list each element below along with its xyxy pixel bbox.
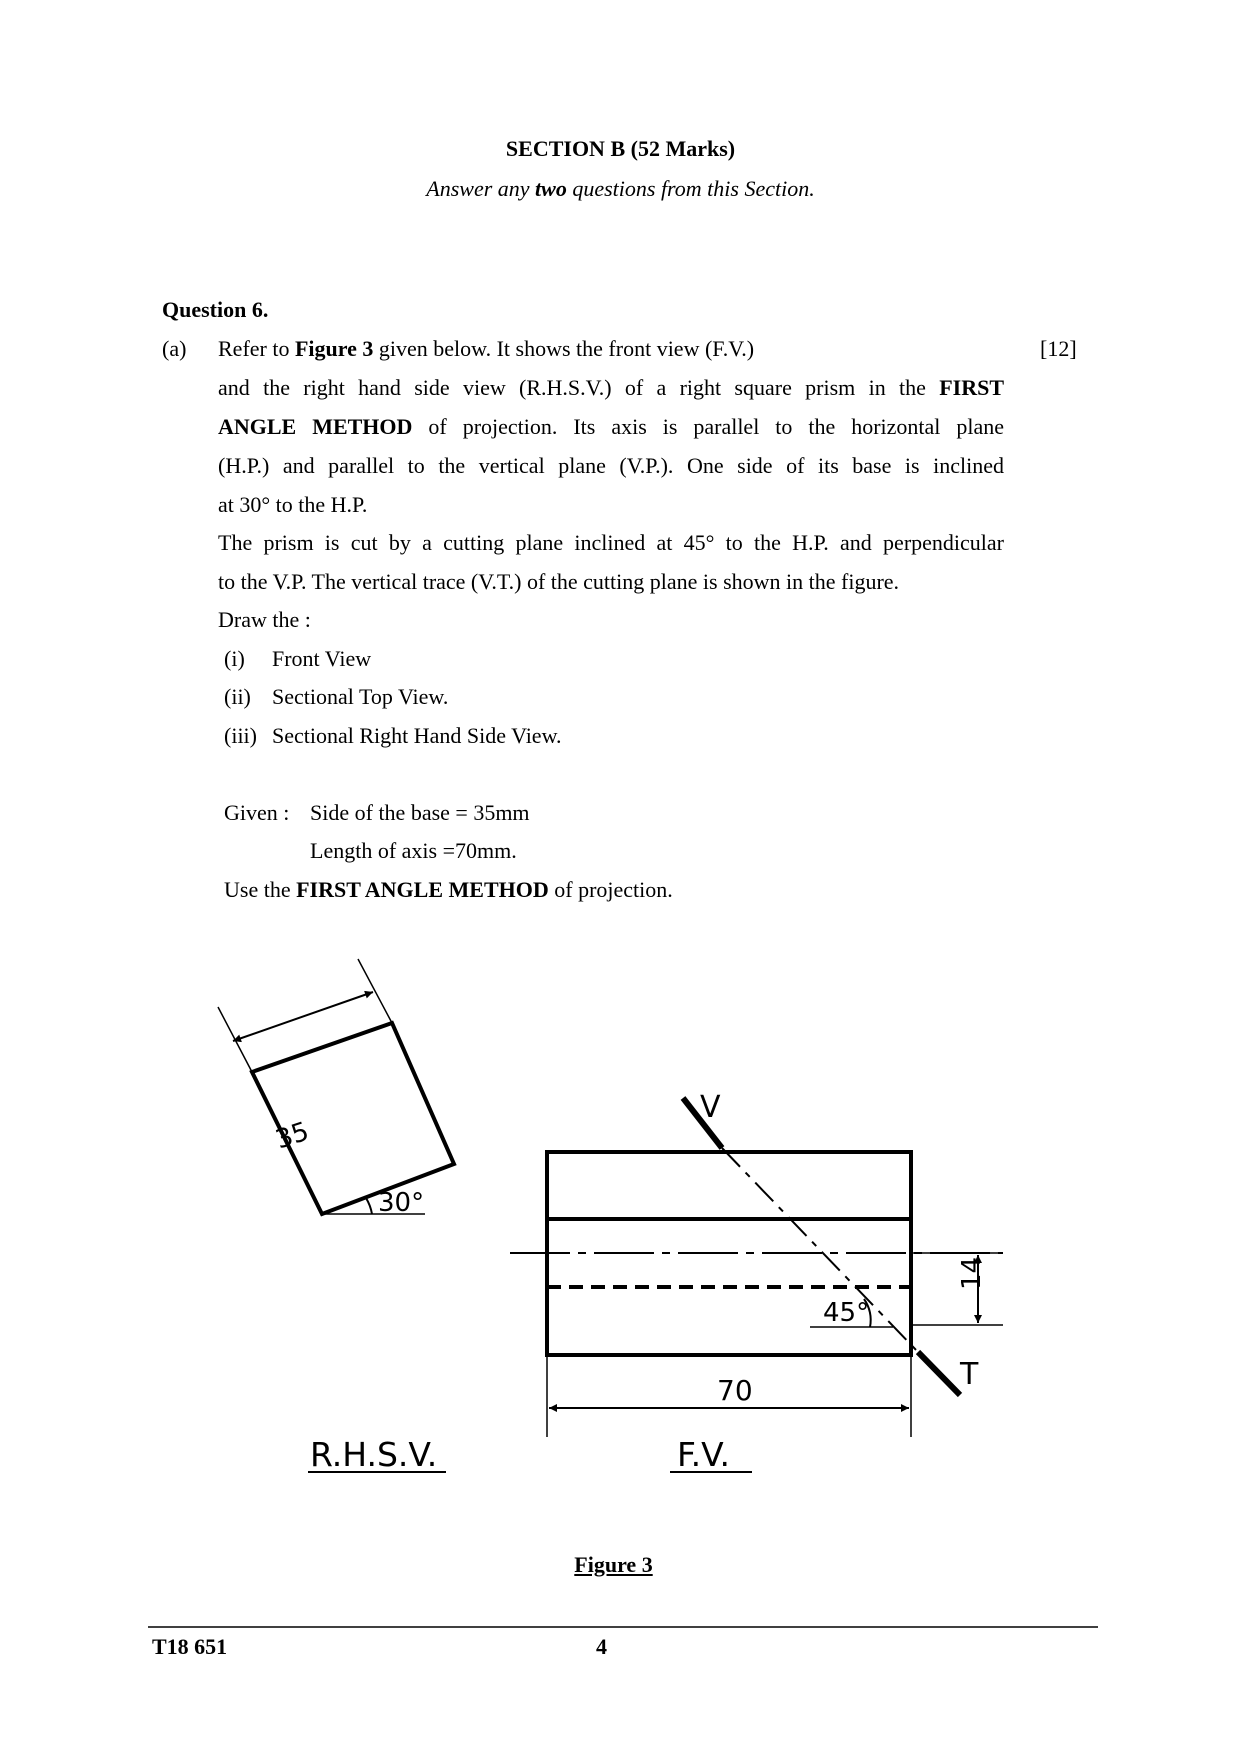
task-label-3: (iii) <box>224 723 257 748</box>
line2-bold: FIRST <box>939 375 1004 400</box>
question-line-4: (H.P.) and parallel to the vertical plane (V.P.). One side of its base is inclined <box>218 453 1004 478</box>
part-label: (a) <box>162 336 187 361</box>
task-text-3: Sectional Right Hand Side View. <box>272 723 562 748</box>
question-title: Question 6. <box>162 297 269 322</box>
instruction-post: questions from this Section. <box>566 176 815 201</box>
length-dimension-text: 70 <box>717 1374 753 1407</box>
instruction-pre: Answer any <box>426 176 536 201</box>
given-label: Given : <box>224 800 290 825</box>
rhsv-dimension-label: 35 <box>271 1116 313 1156</box>
line1-bold: Figure 3 <box>294 336 374 361</box>
footer-code: T18 651 <box>152 1634 228 1659</box>
given-side: Side of the base = 35mm <box>310 800 530 825</box>
question-line-5: at 30° to the H.P. <box>218 492 368 517</box>
vt-line-bottom <box>918 1352 960 1395</box>
fv-view <box>510 1098 1003 1437</box>
vt-v-label: V <box>700 1090 721 1125</box>
line2-pre: and the right hand side view (R.H.S.V.) of a right square prism in the <box>218 375 926 400</box>
line1-pre: Refer to <box>218 336 295 361</box>
vt-t-label: T <box>960 1357 979 1392</box>
fv-angle-label: 45° <box>823 1298 870 1328</box>
rhsv-angle-label: 30° <box>378 1188 425 1218</box>
fv-view-label: F.V. <box>677 1435 730 1474</box>
task-label-2: (ii) <box>224 684 251 709</box>
task-text-2: Sectional Top View. <box>272 684 449 709</box>
task-label-1: (i) <box>224 646 245 671</box>
method-post: of projection. <box>548 877 673 902</box>
method-bold: FIRST ANGLE METHOD <box>296 877 549 902</box>
figure-caption: Figure 3 <box>574 1552 653 1577</box>
rhsv-extension-right <box>358 959 392 1023</box>
page-number: 4 <box>596 1634 607 1659</box>
section-title: SECTION B (52 Marks) <box>505 136 736 161</box>
rhsv-view <box>218 959 454 1214</box>
line3-post: of projection. Its axis is parallel to the horizontal plane <box>412 414 1004 439</box>
question-line-6: The prism is cut by a cutting plane inclined at 45° to the H.P. and perpendicular <box>218 530 1004 555</box>
rhsv-angle-arc <box>366 1198 372 1214</box>
instruction-bold: two <box>535 176 567 201</box>
question-line-8: Draw the : <box>218 607 311 632</box>
height-dimension-text: 14 <box>957 1256 987 1290</box>
line1-post: given below. It shows the front view (F.V.) <box>373 336 755 361</box>
rhsv-view-label: R.H.S.V. <box>310 1435 438 1474</box>
task-text-1: Front View <box>272 646 372 671</box>
question-line-7: to the V.P. The vertical trace (V.T.) of the cutting plane is shown in the figure. <box>218 569 900 594</box>
marks: [12] <box>1040 336 1077 361</box>
given-axis: Length of axis =70mm. <box>310 838 517 863</box>
rhsv-square <box>252 1023 454 1214</box>
method-pre: Use the <box>224 877 297 902</box>
rhsv-dimension-line <box>233 992 373 1041</box>
line3-bold: ANGLE METHOD <box>218 414 413 439</box>
vt-line-mid <box>722 1148 918 1352</box>
